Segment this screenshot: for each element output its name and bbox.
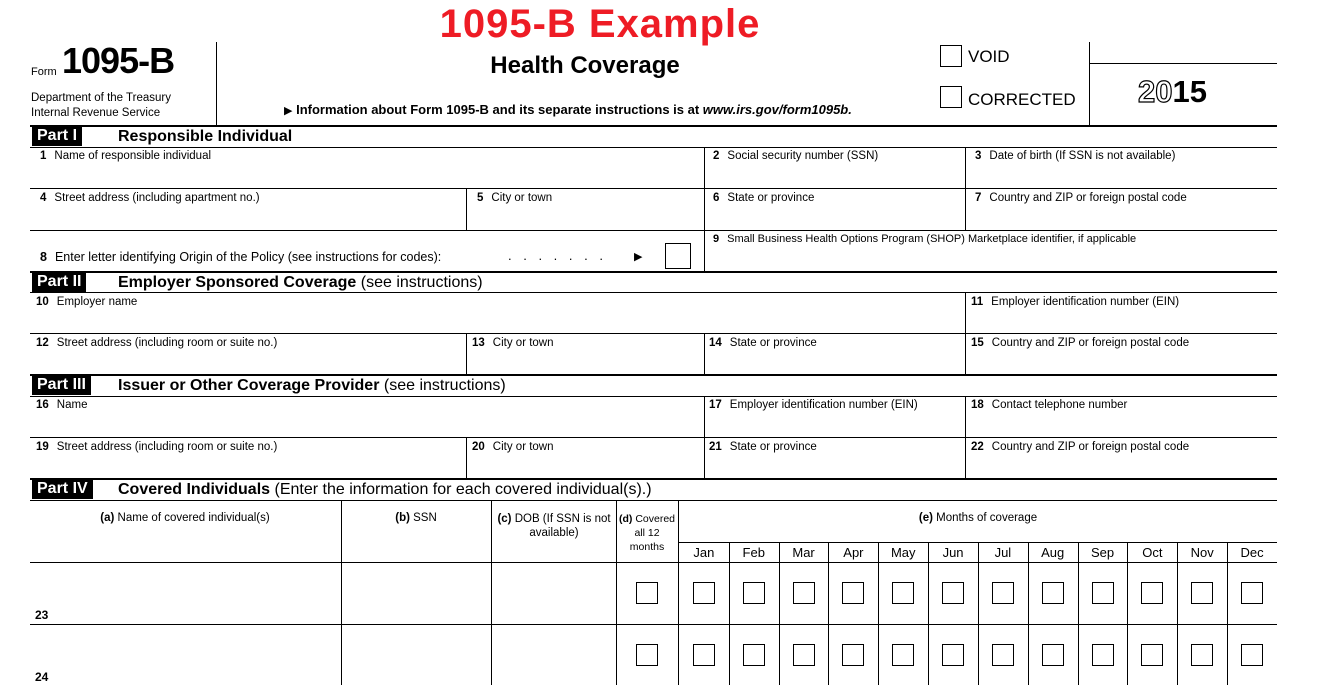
field-6[interactable]: 6 State or province (713, 192, 815, 204)
month-divider (1227, 542, 1228, 685)
row-24-jul-checkbox[interactable] (992, 644, 1014, 666)
month-divider (928, 542, 929, 685)
info-prefix: Information about Form 1095-B and its separate instructions is at (296, 102, 703, 117)
field-21[interactable]: 21 State or province (709, 441, 817, 453)
row-24-dec-checkbox[interactable] (1241, 644, 1263, 666)
part2-tag: Part II (32, 272, 86, 292)
month-header-jan: Jan (693, 545, 715, 560)
field-14[interactable]: 14 State or province (709, 337, 817, 349)
month-divider (1078, 542, 1079, 685)
month-header-dec: Dec (1240, 545, 1264, 560)
month-divider (1177, 542, 1178, 685)
header-divider-right (1089, 42, 1090, 126)
col-b-header: (b) SSN (395, 512, 437, 524)
field-11[interactable]: 11 Employer identification number (EIN) (971, 296, 1180, 308)
field-7[interactable]: 7 Country and ZIP or foreign postal code (975, 192, 1187, 204)
row-23-feb-checkbox[interactable] (743, 582, 765, 604)
month-divider (978, 542, 979, 685)
col-a-header: (a) Name of covered individual(s) (100, 512, 270, 524)
month-divider (1028, 542, 1029, 685)
row-24-sep-checkbox[interactable] (1092, 644, 1114, 666)
row-24-jan-checkbox[interactable] (693, 644, 715, 666)
field-17[interactable]: 17 Employer identification number (EIN) (709, 399, 918, 411)
month-header-aug: Aug (1041, 545, 1065, 560)
field-19[interactable]: 19 Street address (including room or suite no.) (36, 441, 278, 453)
row-23-apr-checkbox[interactable] (842, 582, 864, 604)
field-12[interactable]: 12 Street address (including room or suite no.) (36, 337, 278, 349)
field-10[interactable]: 10 Employer name (36, 296, 138, 308)
field-9[interactable]: 9 Small Business Health Options Program (SHOP) Marketplace identifier, if applicable (713, 233, 1137, 245)
month-header-jun: Jun (942, 545, 964, 560)
row-23-aug-checkbox[interactable] (1042, 582, 1064, 604)
leader-dots: . . . . . . . (508, 248, 607, 263)
row-23-jul-checkbox[interactable] (992, 582, 1014, 604)
form-word: Form (31, 66, 57, 78)
row-number-23: 23 (35, 608, 49, 622)
field-13[interactable]: 13 City or town (472, 337, 554, 349)
omb-line (1089, 63, 1277, 64)
month-header-may: May (890, 545, 916, 560)
row-23-nov-checkbox[interactable] (1191, 582, 1213, 604)
row-23-sep-checkbox[interactable] (1092, 582, 1114, 604)
tax-year (1138, 74, 1207, 110)
dept-line1: Department of the Treasury (31, 92, 171, 104)
col-d-header: (d) Covered all 12 months (618, 513, 676, 553)
form-number: 1095-B (62, 40, 175, 81)
info-url[interactable]: www.irs.gov/form1095b. (702, 102, 852, 117)
tax-year-outline: 20 (1138, 74, 1173, 109)
header-divider-left (216, 42, 217, 126)
row-24-jun-checkbox[interactable] (942, 644, 964, 666)
row-24-may-checkbox[interactable] (892, 644, 914, 666)
row-23-oct-checkbox[interactable] (1141, 582, 1163, 604)
month-header-mar: Mar (792, 545, 815, 560)
part3-title: Issuer or Other Coverage Provider (see instructions) (118, 377, 506, 394)
part4-top-rule (30, 478, 1277, 480)
field-2[interactable]: 2 Social security number (SSN) (713, 150, 879, 162)
void-label: VOID (968, 47, 1010, 66)
info-arrow-icon: ▶ (284, 105, 293, 117)
row-24-feb-checkbox[interactable] (743, 644, 765, 666)
part1-top-rule (30, 125, 1277, 127)
month-divider (828, 542, 829, 685)
row-24-nov-checkbox[interactable] (1191, 644, 1213, 666)
field-15[interactable]: 15 Country and ZIP or foreign postal code (971, 337, 1190, 349)
field-16[interactable]: 16 Name (36, 399, 88, 411)
field-8: 8 Enter letter identifying Origin of the Policy (see instructions for codes): (40, 250, 442, 264)
part1-tag: Part I (32, 126, 82, 146)
form-title: Health Coverage (490, 52, 680, 79)
dept-line2: Internal Revenue Service (31, 107, 161, 119)
month-header-apr: Apr (843, 545, 864, 560)
corrected-label: CORRECTED (968, 90, 1076, 109)
row-23-mar-checkbox[interactable] (793, 582, 815, 604)
field-22[interactable]: 22 Country and ZIP or foreign postal code (971, 441, 1190, 453)
row-23-may-checkbox[interactable] (892, 582, 914, 604)
row-number-24: 24 (35, 670, 49, 684)
col-e-header: (e) Months of coverage (918, 512, 1038, 524)
field-8-arrow-icon: ▶ (634, 251, 643, 263)
month-divider (779, 542, 780, 685)
field-20[interactable]: 20 City or town (472, 441, 554, 453)
row-23-jan-checkbox[interactable] (693, 582, 715, 604)
info-line (284, 102, 852, 117)
month-header-feb: Feb (742, 545, 765, 560)
example-banner: 1095-B Example (439, 2, 761, 46)
field-3[interactable]: 3 Date of birth (If SSN is not available) (975, 150, 1176, 162)
row-23-all12-checkbox[interactable] (636, 582, 658, 604)
month-header-nov: Nov (1190, 545, 1214, 560)
row-24-apr-checkbox[interactable] (842, 644, 864, 666)
part2-top-rule (30, 271, 1277, 273)
part4-tag: Part IV (32, 479, 93, 499)
part3-top-rule (30, 374, 1277, 376)
month-header-sep: Sep (1090, 545, 1115, 560)
void-checkbox[interactable] (940, 45, 962, 67)
row-24-all12-checkbox[interactable] (636, 644, 658, 666)
part2-title: Employer Sponsored Coverage (see instructions) (118, 274, 483, 291)
field-18[interactable]: 18 Contact telephone number (971, 399, 1128, 411)
row-24-mar-checkbox[interactable] (793, 644, 815, 666)
month-divider (729, 542, 730, 685)
month-divider (878, 542, 879, 685)
row-23-dec-checkbox[interactable] (1241, 582, 1263, 604)
field-1[interactable]: 1 Name of responsible individual (40, 150, 212, 162)
part1-title: Responsible Individual (118, 128, 293, 145)
month-divider (1127, 542, 1128, 685)
tax-year-bold: 15 (1172, 74, 1207, 109)
part3-tag: Part III (32, 375, 91, 395)
row-23-jun-checkbox[interactable] (942, 582, 964, 604)
field-4[interactable]: 4 Street address (including apartment no.) (40, 192, 260, 204)
origin-code-box[interactable] (665, 243, 691, 269)
part4-title: Covered Individuals (Enter the information for each covered individual(s).) (118, 481, 652, 498)
month-header-jul: Jul (994, 545, 1012, 560)
col-c-header: (c) DOB (If SSN is not available) (497, 513, 611, 539)
field-5[interactable]: 5 City or town (477, 192, 553, 204)
row-24-oct-checkbox[interactable] (1141, 644, 1163, 666)
corrected-checkbox[interactable] (940, 86, 962, 108)
row-24-aug-checkbox[interactable] (1042, 644, 1064, 666)
month-header-oct: Oct (1142, 545, 1163, 560)
